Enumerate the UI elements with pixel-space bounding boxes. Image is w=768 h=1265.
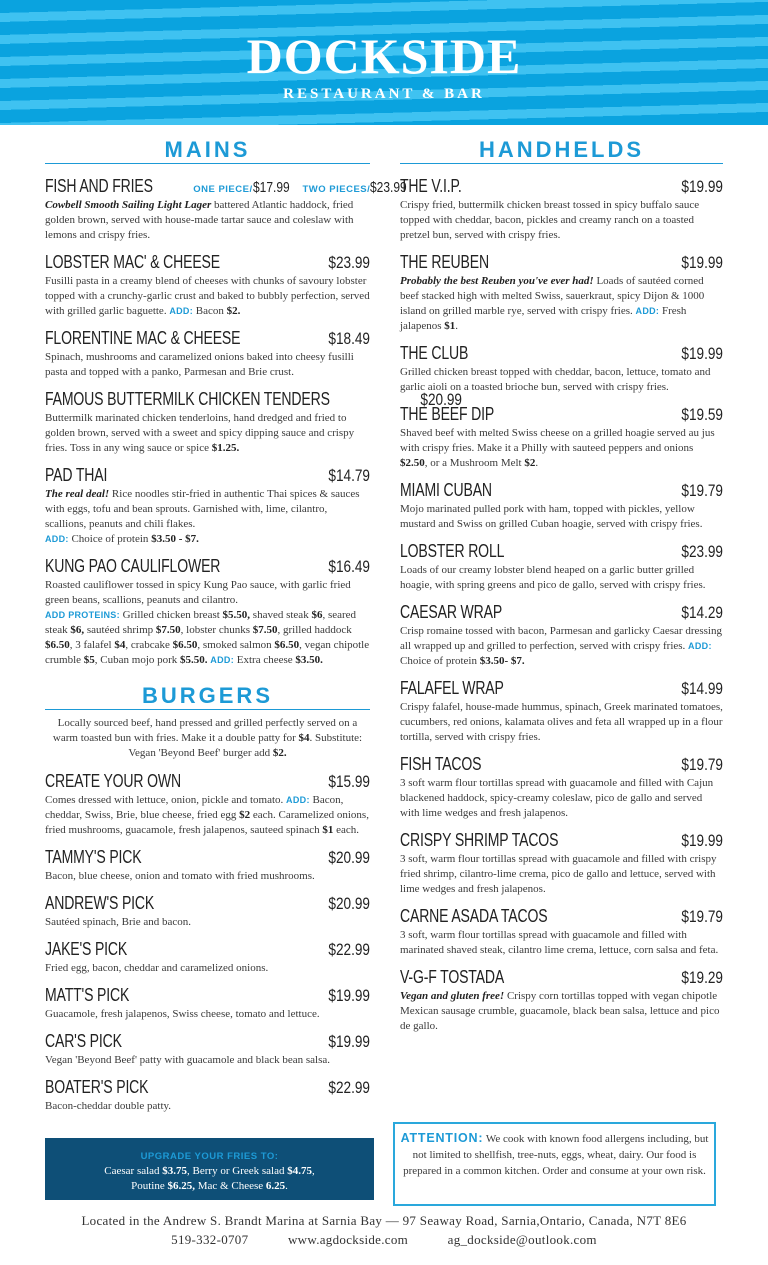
- price-text: $3.50.: [295, 654, 323, 666]
- description-text: , Berry or Greek salad: [187, 1165, 288, 1177]
- description-text: ,: [311, 1165, 315, 1177]
- description-text: Sautéed spinach, Brie and bacon.: [45, 916, 192, 928]
- tagline-text: The real deal!: [45, 488, 110, 500]
- footer-address: Located in the Andrew S. Brandt Marina at Sarnia Bay — 97 Seaway Road, Sarnia,Ontario, Canada, N7T 8E6: [81, 1213, 687, 1228]
- footer-website[interactable]: www.agdockside.com: [287, 1232, 409, 1247]
- menu-item-price: $20.99: [328, 894, 370, 913]
- menu-item-description: [45, 1099, 370, 1114]
- allergen-notice: [393, 1122, 716, 1206]
- menu-item-header: [400, 404, 723, 426]
- tagline-text: Cowbell Smooth Sailing Light Lager: [45, 199, 212, 211]
- description-text: Roasted cauliflower tossed in spicy Kung Pao sauce, with garlic fried green beans, scallions, peanuts and cilantro.: [45, 579, 351, 606]
- menu-item-price: $19.99: [681, 344, 723, 363]
- description-text: Spinach, mushrooms and caramelized onions baked into cheesy fusilli pasta and topped with a panko, Parmesan and Brie crust.: [45, 351, 354, 378]
- add-on-label: ADD:: [210, 655, 234, 665]
- footer-email[interactable]: ag_dockside@outlook.com: [447, 1232, 597, 1247]
- price-option-label: ONE PIECE/: [193, 184, 253, 195]
- menu-item-description: [400, 852, 723, 897]
- menu-item-header: [45, 328, 370, 350]
- menu-item-price: $19.99: [328, 1032, 370, 1051]
- menu-item-price: $23.99: [681, 542, 723, 561]
- footer-phone[interactable]: 519-332-0707: [171, 1232, 249, 1247]
- price-text: $7.50: [252, 624, 278, 636]
- menu-item-price: $15.99: [328, 772, 370, 791]
- price-text: $3.75: [162, 1165, 188, 1177]
- description-text: Extra cheese: [234, 654, 296, 666]
- menu-item-header: [400, 541, 723, 563]
- description-text: Vegan 'Beyond Beef' patty with guacamole and black bean salsa.: [45, 1054, 330, 1066]
- price-text: $5.50,: [222, 609, 251, 621]
- menu-item-description: [45, 961, 370, 976]
- menu-item-price: $19.79: [681, 907, 723, 926]
- menu-item-header: [45, 1077, 370, 1099]
- price-text: $6.50: [172, 639, 198, 651]
- menu-item-header: [45, 985, 370, 1007]
- price-text: $6.50: [274, 639, 300, 651]
- description-text: , seared steak: [45, 609, 357, 636]
- price-text: $6.25,: [167, 1180, 195, 1192]
- description-text: , vegan chipotle crumble: [45, 639, 370, 666]
- menu-item-price: $18.49: [328, 329, 370, 348]
- price-text: $1.25.: [211, 442, 240, 454]
- menu-item: [45, 465, 370, 547]
- add-on-label: ADD PROTEINS:: [45, 610, 120, 620]
- menu-item-name: THE CLUB: [400, 343, 469, 363]
- menu-item-name: KUNG PAO CAULIFLOWER: [45, 556, 221, 576]
- price-text: $5: [83, 654, 95, 666]
- menu-item-name: LOBSTER ROLL: [400, 541, 505, 561]
- description-text: battered Atlantic haddock, fried golden brown, served with house-made tartar sauce and coleslaw with lemons and crispy fries.: [45, 199, 354, 241]
- menu-item-header: [400, 754, 723, 776]
- menu-item-name: JAKE'S PICK: [45, 939, 128, 959]
- menu-item-description: [400, 989, 723, 1034]
- description-text: Poutine: [131, 1180, 168, 1192]
- menu-item-name: ANDREW'S PICK: [45, 893, 155, 913]
- menu-item: [400, 343, 723, 395]
- attention-label: ATTENTION:: [400, 1131, 484, 1145]
- price-text: $7.50: [155, 624, 181, 636]
- description-text: .: [455, 320, 459, 332]
- menu-item-price: $19.79: [681, 755, 723, 774]
- menu-item-price: $20.99: [328, 848, 370, 867]
- price-text: $6.50: [45, 639, 70, 651]
- menu-item-description: [400, 624, 723, 669]
- menu-item: [45, 1077, 370, 1114]
- menu-item-price: $16.49: [328, 557, 370, 576]
- description-text: Guacamole, fresh jalapenos, Swiss cheese, tomato and lettuce.: [45, 1008, 320, 1020]
- menu-item-header: [45, 465, 370, 487]
- menu-item-header: [400, 480, 723, 502]
- menu-item-header: [45, 1031, 370, 1053]
- menu-item-name: CREATE YOUR OWN: [45, 771, 182, 791]
- menu-item-name: FAMOUS BUTTERMILK CHICKEN TENDERS: [45, 389, 330, 409]
- menu-item-name: BOATER'S PICK: [45, 1077, 149, 1097]
- menu-item: [400, 754, 723, 821]
- description-text: Crispy falafel, house-made hummus, spinach, Greek marinated tomatoes, cucumbers, red onions, kalamata olives and feta all wrapped up in a flour tortilla, served with crispy fries.: [400, 701, 723, 743]
- menu-item-description: [400, 426, 723, 471]
- menu-item-header: [400, 176, 723, 198]
- menu-item-description: [45, 578, 370, 668]
- price-text: 6.25: [265, 1180, 286, 1192]
- description-text: Fresh jalapenos: [400, 305, 687, 332]
- description-text: , crabcake: [125, 639, 173, 651]
- description-text: 3 soft, warm flour tortillas spread with guacamole and filled with marinated shaved steak, cilantro lime crema, lettuce, corn salsa and feta.: [400, 929, 719, 956]
- menu-item-header: [45, 556, 370, 578]
- menu-item-description: [45, 411, 370, 456]
- menu-item-price: $22.99: [328, 1078, 370, 1097]
- tagline-text: Probably the best Reuben you've ever had!: [400, 275, 594, 287]
- upgrade-title: UPGRADE YOUR FRIES TO:: [140, 1151, 279, 1162]
- burgers-list: [45, 771, 370, 1114]
- menu-item: [400, 602, 723, 669]
- upgrade-line: [45, 1179, 374, 1194]
- menu-item-header: [400, 602, 723, 624]
- menu-item: [400, 404, 723, 471]
- menu-item: [45, 252, 370, 319]
- price-text: $2: [239, 809, 251, 821]
- price-text: $2: [524, 457, 536, 469]
- menu-item-header: [45, 939, 370, 961]
- add-on-label: ADD:: [286, 795, 310, 805]
- menu-item-header: [45, 771, 370, 793]
- right-column: [400, 138, 723, 1043]
- menu-item-header: [45, 847, 370, 869]
- menu-item-header: [400, 252, 723, 274]
- menu-item: [45, 847, 370, 884]
- description-text: Shaved beef with melted Swiss cheese on a grilled hoagie served au jus with crispy fries. Make it a Philly with sauteed peppers and onions: [400, 427, 715, 454]
- price-text: $1: [444, 320, 456, 332]
- menu-item-price: $22.99: [328, 940, 370, 959]
- menu-item-price: $14.79: [328, 466, 370, 485]
- menu-item-header: [400, 967, 723, 989]
- menu-item-description: [45, 198, 370, 243]
- menu-item-price: $19.79: [681, 481, 723, 500]
- price-text: $2.50: [400, 457, 425, 469]
- menu-item-price: $14.29: [681, 603, 723, 622]
- menu-item-description: [400, 700, 723, 745]
- description-text: Comes dressed with lettuce, onion, pickle and tomato.: [45, 794, 287, 806]
- menu-item: [45, 893, 370, 930]
- menu-item-name: THE V.I.P.: [400, 176, 462, 196]
- menu-item-header: [45, 893, 370, 915]
- price-text: $6,: [70, 624, 85, 636]
- section-title-mains: MAINS: [45, 138, 370, 164]
- description-text: Crispy corn tortillas topped with vegan chipotle Mexican sausage crumble, guacamole, black bean salsa, lettuce and pico de gallo.: [400, 990, 720, 1032]
- description-text: , 3 falafel: [69, 639, 115, 651]
- menu-item-description: [400, 365, 723, 395]
- menu-item-name: FISH AND FRIES: [45, 176, 153, 196]
- price-text: $3.50- $7.: [479, 655, 525, 667]
- description-text: Bacon-cheddar double patty.: [45, 1100, 172, 1112]
- menu-item-name: CARNE ASADA TACOS: [400, 906, 548, 926]
- menu-item-price: $19.99: [328, 986, 370, 1005]
- menu-item-price: $19.59: [681, 405, 723, 424]
- menu-item: [400, 830, 723, 897]
- menu-item: [45, 176, 408, 243]
- description-text: .: [285, 1180, 288, 1192]
- menu-item: [400, 906, 723, 958]
- price-text: $5.50.: [180, 654, 208, 666]
- section-title-burgers: BURGERS: [45, 684, 370, 710]
- menu-item: [45, 939, 370, 976]
- description-text: Grilled chicken breast: [119, 609, 223, 621]
- menu-item-header: [400, 678, 723, 700]
- menu-item-price: $19.99: [681, 253, 723, 272]
- description-text: Locally sourced beef, hand pressed and grilled perfectly served on a warm toasted bun with fries. Make it a double patty for: [52, 717, 358, 744]
- menu-item-header: [45, 252, 370, 274]
- menu-item-name: CRISPY SHRIMP TACOS: [400, 830, 559, 850]
- description-text: 3 soft, warm flour tortillas spread with guacamole and filled with crispy fried shrimp, cilantro-lime crema, pico de gallo and lettuce, served with lime wedges and fresh jalapenos.: [400, 853, 717, 895]
- menu-item-price: $19.99: [681, 831, 723, 850]
- menu-item: [45, 556, 370, 668]
- description-text: Rice noodles stir-fried in authentic Thai spices & sauces with eggs, tofu and bean sprouts. Garnished with, lime, cilantro, scallions, peanuts and chili flakes.: [45, 488, 360, 530]
- price-text: $4: [298, 732, 310, 744]
- description-text: Loads of sautéed corned beef stacked high with melted Swiss, sauerkraut, spicy Dijon & 1000 island on grilled marble rye, served with crispy fries.: [400, 275, 705, 317]
- menu-item-price: $23.99: [328, 253, 370, 272]
- menu-item-header: [45, 176, 408, 198]
- price-text: $4.75: [287, 1165, 312, 1177]
- menu-item-name: V-G-F TOSTADA: [400, 967, 505, 987]
- description-text: shaved steak: [250, 609, 312, 621]
- price-text: $6: [311, 609, 323, 621]
- description-text: . Substitute: Vegan 'Beyond Beef' burger add: [128, 732, 363, 759]
- menu-item-description: [45, 869, 370, 884]
- price-option-value: $17.99: [252, 179, 290, 196]
- menu-item-description: [45, 793, 370, 838]
- price-text: $2.: [272, 747, 287, 759]
- menu-item-header: [400, 343, 723, 365]
- menu-item-name: LOBSTER MAC' & CHEESE: [45, 252, 220, 272]
- menu-item-description: [400, 928, 723, 958]
- menu-header: [0, 0, 768, 125]
- price-text: $1: [322, 824, 334, 836]
- menu-item-description: [45, 1053, 370, 1068]
- description-text: each.: [333, 824, 360, 836]
- menu-item-price: $20.99: [420, 390, 463, 409]
- description-text: 3 soft warm flour tortillas spread with guacamole and filled with Cajun blackened haddock, spicy-creamy coleslaw, pico de gallo and served with lime wedges and fresh jalapenos.: [400, 777, 714, 819]
- menu-item-name: THE BEEF DIP: [400, 404, 495, 424]
- menu-item: [400, 252, 723, 334]
- description-text: Choice of protein: [400, 655, 480, 667]
- description-text: Mojo marinated pulled pork with ham, topped with pickles, yellow mustard and Swiss on grilled Cuban hoagie, served with crispy fries.: [400, 503, 703, 530]
- tagline-text: Vegan and gluten free!: [400, 990, 505, 1002]
- description-text: Crispy fried, buttermilk chicken breast tossed in spicy buffalo sauce topped with cheddar, bacon, pickles and creamy ranch on a toasted pretzel bun, served with crispy fries.: [400, 199, 700, 241]
- description-text: Fusilli pasta in a creamy blend of cheeses with chunks of savoury lobster topped with a crunchy-garlic crust and baked to bubbly perfection, served with grilled garlic baguette.: [45, 275, 370, 317]
- menu-item-header: [400, 830, 723, 852]
- description-text: Loads of our creamy lobster blend heaped on a garlic butter grilled hoagie, with spring greens and pico de gallo, served with crispy fries.: [400, 564, 706, 591]
- menu-item-name: CAR'S PICK: [45, 1031, 122, 1051]
- menu-item-description: [45, 274, 370, 319]
- menu-item: [400, 176, 723, 243]
- menu-item-description: [400, 502, 723, 532]
- menu-item-name: FALAFEL WRAP: [400, 678, 504, 698]
- menu-item-description: [400, 776, 723, 821]
- menu-item-name: THE REUBEN: [400, 252, 489, 272]
- menu-item: [400, 480, 723, 532]
- add-on-label: ADD:: [688, 641, 712, 651]
- menu-item-description: [45, 350, 370, 380]
- price-option-value: $23.99: [370, 179, 408, 196]
- upgrade-options: [45, 1164, 374, 1194]
- menu-item-name: FISH TACOS: [400, 754, 482, 774]
- menu-item-header: [45, 389, 463, 411]
- handhelds-list: [400, 176, 723, 1034]
- description-text: Bacon: [193, 305, 227, 317]
- description-text: , or a Mushroom Melt: [424, 457, 525, 469]
- brand-tagline: RESTAURANT & BAR: [283, 86, 485, 102]
- menu-item: [400, 967, 723, 1034]
- add-on-label: ADD:: [45, 534, 69, 544]
- description-text: sautéed shrimp: [84, 624, 156, 636]
- menu-item-name: FLORENTINE MAC & CHEESE: [45, 328, 241, 348]
- description-text: Mac & Cheese: [195, 1180, 266, 1192]
- menu-item-name: CAESAR WRAP: [400, 602, 503, 622]
- menu-item: [400, 678, 723, 745]
- add-on-label: ADD:: [169, 306, 194, 316]
- menu-item-header: [400, 906, 723, 928]
- add-on-label: ADD:: [635, 306, 660, 316]
- description-text: Caesar salad: [104, 1165, 163, 1177]
- menu-item-description: [45, 487, 370, 547]
- menu-item-name: PAD THAI: [45, 465, 108, 485]
- description-text: Buttermilk marinated chicken tenderloins, hand dredged and fried to golden brown, served with a sweet and spicy dipping sauce and crispy fries. Toss in any wing sauce or spice: [45, 412, 355, 454]
- menu-item-price: $19.29: [681, 968, 723, 987]
- menu-item-name: TAMMY'S PICK: [45, 847, 142, 867]
- description-text: Fried egg, bacon, cheddar and caramelized onions.: [45, 962, 269, 974]
- menu-item-description: [45, 1007, 370, 1022]
- price-options: [183, 179, 410, 197]
- menu-item-description: [400, 274, 723, 334]
- menu-item: [400, 541, 723, 593]
- burgers-intro: [45, 716, 370, 761]
- upgrade-fries-box: [45, 1138, 374, 1200]
- description-text: Bacon, cheddar, Swiss, Brie, blue cheese, fried egg: [45, 794, 344, 821]
- description-text: Bacon, blue cheese, onion and tomato with fried mushrooms.: [45, 870, 315, 882]
- description-text: each. Caramelized onions, fried mushrooms, guacamole, fresh jalapenos, sauteed spinach: [45, 809, 369, 836]
- upgrade-line: [45, 1164, 374, 1179]
- attention-text: We cook with known food allergens including, but not limited to shellfish, tree-nuts, eggs, wheat, dairy. Our food is prepared in a common kitchen. Order and consume at your own risk.: [403, 1133, 709, 1177]
- menu-item-name: MIAMI CUBAN: [400, 480, 492, 500]
- menu-item: [45, 1031, 370, 1068]
- menu-item-description: [400, 563, 723, 593]
- description-text: Grilled chicken breast topped with cheddar, bacon, lettuce, tomato and garlic aioli on a toasted brioche bun, served with crispy fries.: [400, 366, 711, 393]
- description-text: , smoked salmon: [197, 639, 275, 651]
- description-text: Choice of protein: [68, 533, 152, 545]
- menu-item-name: MATT'S PICK: [45, 985, 130, 1005]
- price-text: $4: [114, 639, 126, 651]
- menu-item-description: [45, 915, 370, 930]
- brand-logo: DOCKSIDE: [246, 28, 522, 84]
- description-text: , grilled haddock: [277, 624, 352, 636]
- price-text: $3.50 - $7.: [151, 533, 199, 545]
- menu-item-price: $19.99: [681, 177, 723, 196]
- menu-item: [45, 328, 370, 380]
- description-text: , Cuban mojo pork: [94, 654, 181, 666]
- section-title-handhelds: HANDHELDS: [400, 138, 723, 164]
- description-text: .: [535, 457, 539, 469]
- menu-item: [45, 985, 370, 1022]
- footer: [0, 1211, 768, 1249]
- description-text: Crisp romaine tossed with bacon, Parmesan and garlicky Caesar dressing all wrapped up and grilled to perfection, served with crispy fries.: [400, 625, 722, 652]
- menu-item: [45, 771, 370, 838]
- menu-item-price: $14.99: [681, 679, 723, 698]
- price-option-label: TWO PIECES/: [302, 184, 371, 195]
- price-text: $2.: [226, 305, 241, 317]
- menu-item-description: [400, 198, 723, 243]
- description-text: , lobster chunks: [180, 624, 253, 636]
